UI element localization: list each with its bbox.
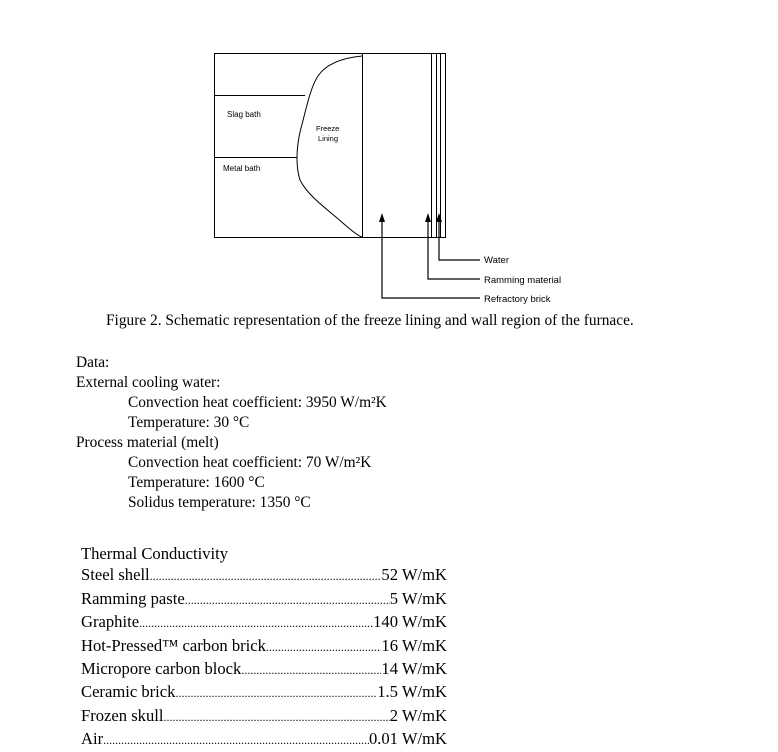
tc-row-name: Hot-Pressed™ carbon brick bbox=[81, 635, 266, 655]
tc-row-value: 0.01 W/mK bbox=[368, 729, 447, 749]
tc-row bbox=[81, 588, 447, 611]
cooling-water-h: Convection heat coefficient: 3950 W/m²K bbox=[128, 394, 387, 411]
tc-row bbox=[81, 658, 447, 681]
process-material-temp: Temperature: 1600 °C bbox=[128, 474, 265, 491]
tc-row-value: 1.5 W/mK bbox=[377, 682, 447, 702]
tc-row-name: Frozen skull bbox=[81, 705, 164, 725]
tc-row-name: Ceramic brick bbox=[81, 682, 176, 702]
data-section bbox=[76, 353, 387, 513]
tc-row-value: 52 W/mK bbox=[381, 565, 447, 585]
ramming-material-label: Ramming material bbox=[484, 275, 562, 286]
tc-row-name: Ramming paste bbox=[81, 588, 185, 608]
tc-row bbox=[81, 635, 447, 658]
thermal-conductivity-table bbox=[81, 543, 461, 752]
process-material-h: Convection heat coefficient: 70 W/m²K bbox=[128, 454, 372, 471]
figure-caption: Figure 2. Schematic representation of the freeze lining and wall region of the furnace. bbox=[106, 312, 634, 329]
cooling-water-temp: Temperature: 30 °C bbox=[128, 414, 250, 431]
freeze-lining-profile bbox=[297, 56, 362, 237]
tc-row-value: 16 W/mK bbox=[381, 635, 447, 655]
cooling-water-title: External cooling water: bbox=[76, 374, 221, 391]
tc-row bbox=[81, 564, 447, 587]
furnace-outline bbox=[215, 54, 446, 238]
tc-row bbox=[81, 705, 447, 728]
freeze-lining-label-line2: Lining bbox=[318, 134, 339, 143]
refractory-brick-label: Refractory brick bbox=[484, 294, 551, 305]
tc-row-value: 5 W/mK bbox=[389, 588, 447, 608]
ramming-material-arrowhead bbox=[425, 213, 431, 222]
freeze-lining-label-line1: Freeze bbox=[316, 124, 340, 133]
ramming-material-leader bbox=[428, 222, 480, 279]
tc-row-value: 14 W/mK bbox=[381, 659, 447, 679]
tc-row-value: 2 W/mK bbox=[389, 705, 447, 725]
process-material-solidus: Solidus temperature: 1350 °C bbox=[128, 494, 311, 511]
tc-row-name: Steel shell bbox=[81, 565, 150, 585]
tc-row bbox=[81, 611, 447, 634]
tc-row-value: 140 W/mK bbox=[373, 612, 447, 632]
tc-row bbox=[81, 681, 447, 704]
water-label: Water bbox=[484, 255, 509, 266]
refractory-brick-arrowhead bbox=[379, 213, 385, 222]
tc-row-name: Graphite bbox=[81, 612, 140, 632]
thermal-conductivity-title: Thermal Conductivity bbox=[81, 544, 229, 563]
slag-bath-label: Slag bath bbox=[227, 110, 261, 119]
furnace-wall-diagram bbox=[0, 0, 778, 310]
process-material-title: Process material (melt) bbox=[76, 434, 219, 451]
tc-row-name: Micropore carbon block bbox=[81, 659, 242, 679]
metal-bath-label: Metal bath bbox=[223, 164, 261, 173]
tc-row-name: Air bbox=[81, 729, 104, 749]
data-heading: Data: bbox=[76, 354, 110, 371]
tc-row bbox=[81, 728, 447, 751]
